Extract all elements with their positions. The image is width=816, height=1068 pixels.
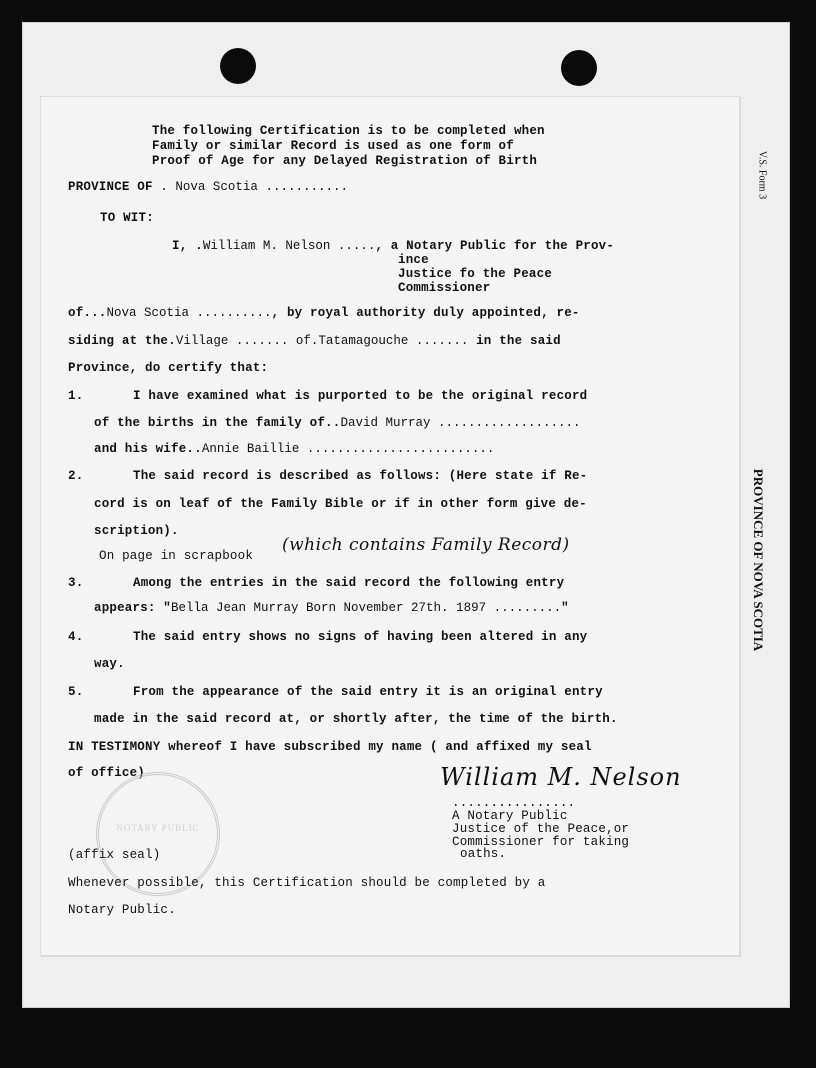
item-2-number: 2. [68,469,84,483]
appears-close: " [561,601,569,615]
authority-text: , by royal authority duly appointed, re- [271,306,580,320]
notary-title: , a Notary Public for the Prov- [375,239,615,253]
residing-place: Tatamagouche ....... [318,334,469,348]
item-1-line-2 [94,416,581,431]
family-of-prefix: of the births in the family of.. [94,416,341,430]
binder-hole-left [220,48,256,84]
item-1-line-3 [94,442,494,457]
notary-name: William M. Nelson ..... [202,239,376,253]
side-province-label: PROVINCE OF NOVA SCOTIA [751,468,766,652]
footer-line-1: Whenever possible, this Certification should be completed by a [68,876,546,890]
side-form-label: V.S. Form 3 [756,150,768,200]
province-label: PROVINCE OF [68,180,153,194]
certify-line: Province, do certify that: [68,361,269,375]
header-line-3: Proof of Age for any Delayed Registration of Birth [152,154,538,168]
of-value: Nova Scotia .......... [106,306,272,320]
item-3-number: 3. [68,576,84,590]
item-2-handwritten: (which contains Family Record) [282,535,570,555]
birth-entry: Bella Jean Murray Born November 27th. 1897 ......... [171,601,562,615]
binder-hole-right [561,50,597,86]
notary-line [172,239,614,254]
notary-prefix: I, . [172,239,203,253]
item-4-line-1: The said entry shows no signs of having been altered in any [133,630,588,644]
header-line-2: Family or similar Record is used as one form of [152,139,514,153]
mother-name: Annie Baillie ......................... [201,442,495,456]
residing-suffix: in the said [476,334,561,348]
item-3-line-1: Among the entries in the said record the following entry [133,576,565,590]
testimony-line-1: IN TESTIMONY whereof I have subscribed my name ( and affixed my seal [68,740,592,754]
signer-title-4: oaths. [460,847,507,861]
item-3-line-2 [94,601,569,616]
notary-alt-1: ince [398,253,429,267]
appears-prefix: appears: " [94,601,172,615]
footer-line-2: Notary Public. [68,903,176,917]
notary-seal-impression: NOTARY PUBLIC [96,772,220,896]
of-prefix: of... [68,306,107,320]
province-value: . Nova Scotia ........... [160,180,348,194]
signer-title-1: A Notary Public [452,809,568,823]
authority-line [68,306,580,321]
item-2-line-2: cord is on leaf of the Family Bible or if in other form give de- [94,497,587,511]
item-2-line-1: The said record is described as follows: (Here state if Re- [133,469,588,483]
residing-value: Village ....... of. [175,334,319,348]
item-2-line-3: scription). [94,524,179,538]
item-5-line-1: From the appearance of the said entry it is an original entry [133,685,603,699]
header-line-1: The following Certification is to be completed when [152,124,545,138]
residing-prefix: siding at the. [68,334,176,348]
item-1-line-1: I have examined what is purported to be the original record [133,389,588,403]
item-4-line-2: way. [94,657,125,671]
province-line [68,180,348,195]
to-wit: TO WIT: [100,211,154,225]
notary-alt-3: Commissioner [398,281,491,295]
item-1-number: 1. [68,389,84,403]
signer-title-3: Commissioner for taking [452,835,630,849]
signature: William M. Nelson [440,763,682,791]
wife-prefix: and his wife.. [94,442,202,456]
notary-alt-2: Justice fo the Peace [398,267,553,281]
affix-seal-label: (affix seal) [68,848,161,862]
item-4-number: 4. [68,630,84,644]
testimony-line-2: of office) [68,766,146,780]
father-name: David Murray ................... [340,416,581,430]
item-5-number: 5. [68,685,84,699]
item-2-typed: On page in scrapbook [99,549,254,563]
residing-line [68,334,561,349]
signer-title-2: Justice of the Peace,or [452,822,630,836]
item-5-line-2: made in the said record at, or shortly after, the time of the birth. [94,712,618,726]
signature-line: ................ [452,796,576,810]
